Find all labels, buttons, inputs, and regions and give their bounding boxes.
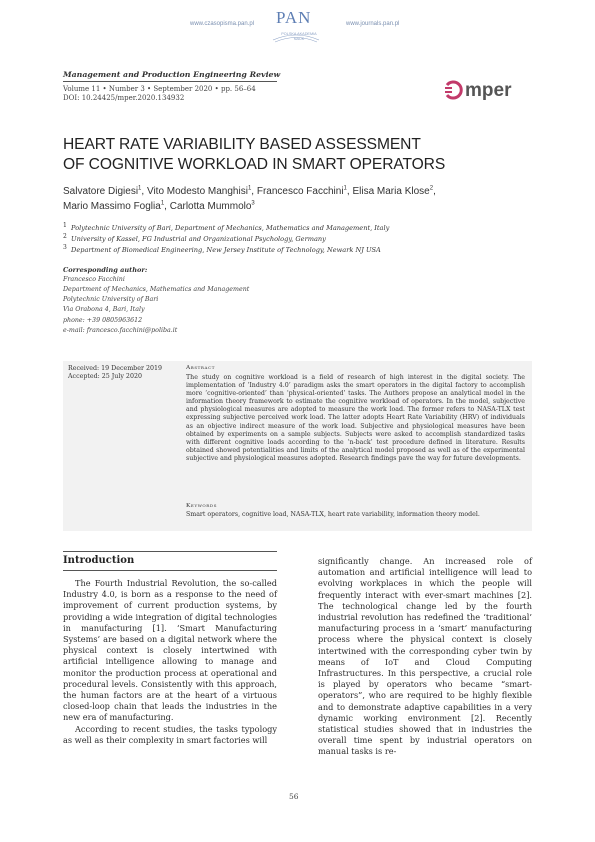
author-name: Carlotta Mummolo xyxy=(169,201,252,212)
author-name: Francesco Facchini xyxy=(256,186,344,197)
header-url-right[interactable]: www.journals.pan.pl xyxy=(346,21,400,27)
pan-logo-text: PAN xyxy=(276,8,312,27)
corresponding-line: Francesco Facchini xyxy=(63,276,125,283)
article-title-line-1: HEART RATE VARIABILITY BASED ASSESSMENT xyxy=(63,136,421,153)
section-heading: Introduction xyxy=(63,555,135,566)
corresponding-line: phone: +39 0805963612 xyxy=(63,317,143,324)
body-column-right xyxy=(318,556,532,758)
corresponding-line: Via Orabona 4, Bari, Italy xyxy=(63,306,145,313)
body-paragraph: The Fourth Industrial Revolution, the so-called Industry 4.0, is born as a response to the need of improvement of current production systems, by providing a wide integration of digital technologies in manufacturing [1]. ‘Smart Manufacturing Systems’ are based on a digital network where the physical context is closely intertwined with artificial intelligence allowing to manage and monitor the production process at operational and procedural levels. Consistently with this approach, the human factors are at the heart of a virtuous closed-loop chain that leads the industries in the new era of manufacturing. xyxy=(63,578,277,723)
keywords-heading: Keywords xyxy=(186,503,218,509)
author-list-line-1: Salvatore Digiesi$^1$, Vito Modesto Manghisi$^1$, Francesco Facchini$^1$, Elisa Maria Klose$^2$, xyxy=(63,185,436,197)
affiliation-1: $^1$ Polytechnic University of Bari, Department of Mechanics, Mathematics and Management, Italy xyxy=(63,221,390,232)
section-divider-bottom xyxy=(63,570,277,571)
section-divider-top xyxy=(63,551,277,552)
body-paragraph: According to recent studies, the tasks typology as well as their complexity in smart factories will xyxy=(63,723,277,745)
abstract-heading: Abstract xyxy=(186,365,215,371)
page-number: 56 xyxy=(289,792,299,801)
corresponding-line: Polytechnic University of Bari xyxy=(63,296,159,303)
author-name: Vito Modesto Manghisi xyxy=(146,186,248,197)
mper-logo-icon xyxy=(443,75,533,103)
corresponding-email[interactable]: e-mail: francesco.facchini@poliba.it xyxy=(63,327,178,334)
abstract-text: The study on cognitive workload is a field of research of high interest in the digital society. The implementation of ‘Industry 4.0’ paradigm asks the smart operators in the digital factory to accomplish more ‘cognitive-oriented’ than ‘physical-oriented’ tasks. The Authors propose an analytical model in the information theory framework to estimate the cognitive workload of operators. In the model, subjective and physiological measures are adopted to measure the work load. The former refers to NASA-TLX test expressing subjective perceived work load. The latter adopts Heart Rate Variability (HRV) of individuals as an objective indirect measure of the work load. Subjective and physiological measures have been obtained by experiments on a sample subjects. Subjects were asked to accomplish standardized tasks with different cognitive loads according to the ‘n-back’ test procedure defined in literature. Results obtained showed potentialities and limits of the analytical model proposed as well as of the experimental subjective and physiological measures adopted. Research findings pave the way for future developments. xyxy=(186,374,525,462)
journal-name: Management and Production Engineering Review xyxy=(63,70,281,79)
doi[interactable]: DOI: 10.24425/mper.2020.134932 xyxy=(63,94,185,102)
author-name: Elisa Maria Klose xyxy=(352,186,430,197)
volume-line: Volume 11 • Number 3 • September 2020 • pp. 56–64 xyxy=(63,85,256,93)
accepted-date: Accepted: 25 July 2020 xyxy=(68,373,142,380)
header-url-left[interactable]: www.czasopisma.pan.pl xyxy=(190,21,255,27)
body-paragraph: significantly change. An increased role of automation and artificial intelligence will lead to evolving workplaces in which the people will frequently interact with ever-smart machines [2]. The technological change led by the fourth industrial revolution has redefined the ‘traditional’ manufacturing process in a ‘smart’ manufacturing process where the physical context is closely intertwined with the corresponding cyber twin by means of IoT and Cloud Computing Infrastructures. In this perspective, a crucial role is played by operators who became “smart-operators”, who are required to be highly flexible and to demonstrate adaptive capabilities in a very dynamic working environment [2]. Recently statistical studies showed that in industries the overall time spent by industrial operators on manual tasks is re- xyxy=(318,556,532,757)
mper-logo-text: mper xyxy=(465,80,512,101)
author-name: Mario Massimo Foglia xyxy=(63,201,161,212)
corresponding-line: Department of Mechanics, Mathematics and Management xyxy=(63,286,250,293)
article-title-line-2: OF COGNITIVE WORKLOAD IN SMART OPERATORS xyxy=(63,156,446,173)
received-date: Received: 19 December 2019 xyxy=(68,365,162,372)
author-name: Salvatore Digiesi xyxy=(63,186,139,197)
affiliation-3: $^3$ Department of Biomedical Engineering, New Jersey Institute of Technology, Newark NJ USA xyxy=(63,243,381,254)
corresponding-author-label: Corresponding author: xyxy=(63,266,148,274)
journal-divider xyxy=(63,81,277,82)
keywords-text: Smart operators, cognitive load, NASA-TLX, heart rate variability, information theory model. xyxy=(186,511,480,518)
pan-logo-subtext: POLSKA AKADEMIA NAUK xyxy=(281,32,317,41)
affiliation-2: $^2$ University of Kassel, FG Industrial and Organizational Psychology, Germany xyxy=(63,232,326,243)
author-list-line-2: Mario Massimo Foglia$^1$, Carlotta Mummolo$^3$ xyxy=(63,200,255,212)
body-column-left xyxy=(63,578,277,746)
